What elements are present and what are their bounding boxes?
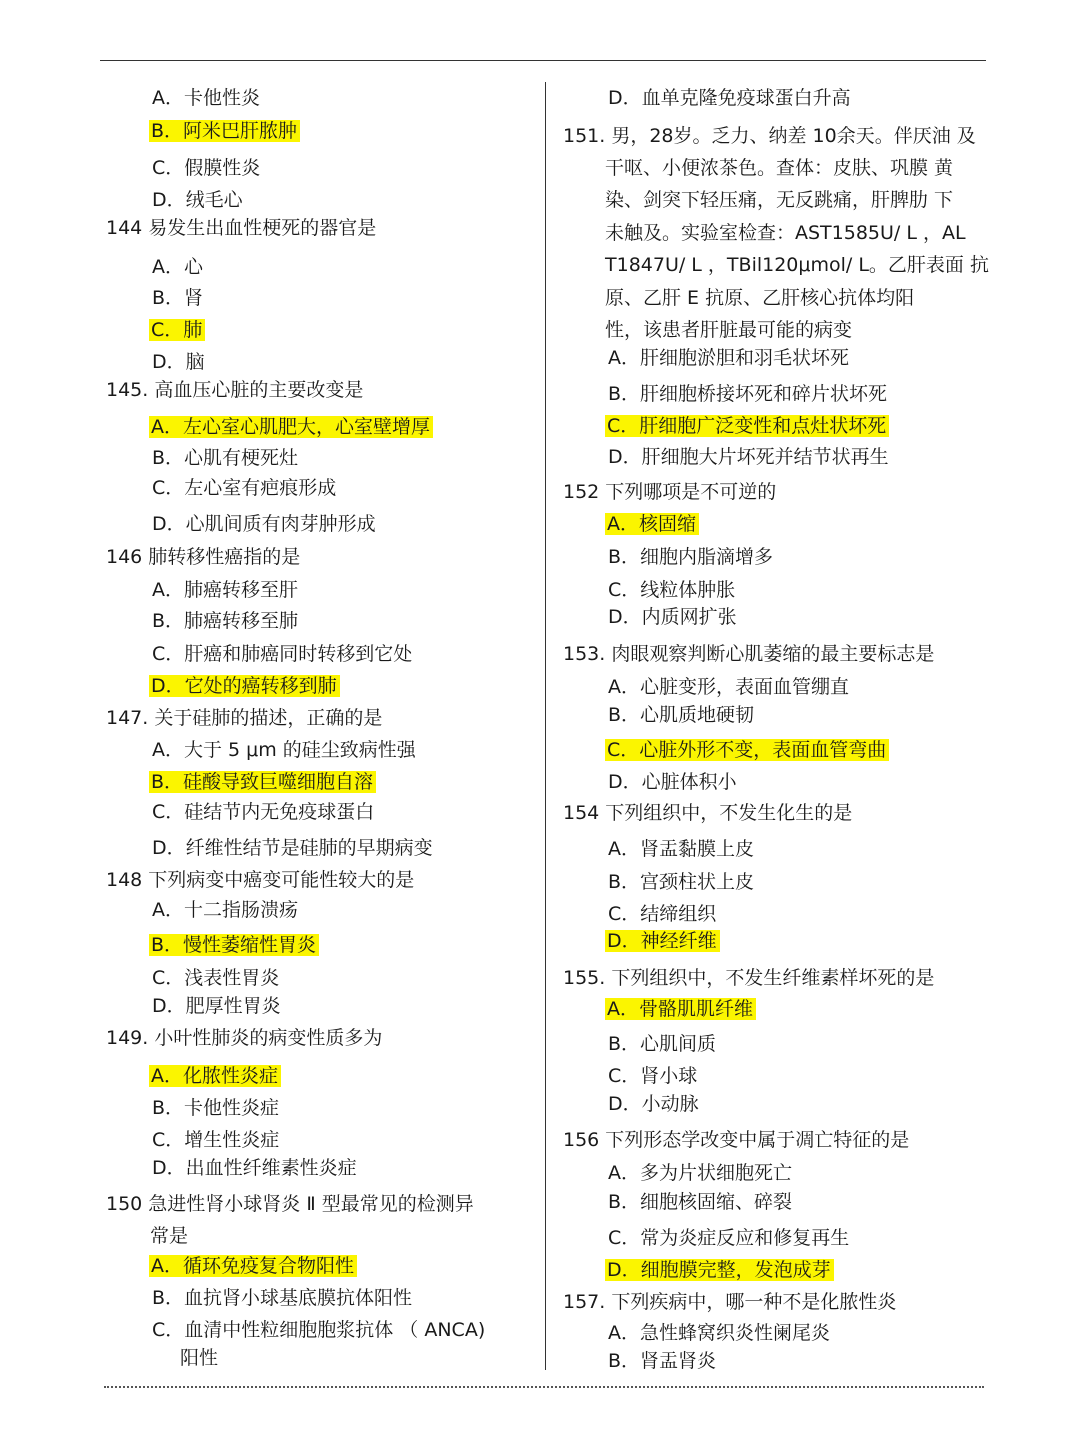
- option-d: D．心肌间质有肉芽肿形成: [152, 513, 376, 535]
- answer-highlight: C．心脏外形不变，表面血管弯曲: [605, 739, 889, 761]
- option-b: B．宫颈柱状上皮: [608, 871, 755, 893]
- top-rule: [100, 60, 986, 61]
- answer-option-c: [152, 316, 205, 344]
- option-a: A．急性蜂窝织炎性阑尾炎: [608, 1322, 830, 1344]
- question-stem-152: 152 下列哪项是不可逆的: [563, 481, 777, 503]
- question-stem-155: 155. 下列组织中，不发生纤维素样坏死的是: [563, 967, 935, 989]
- option-d: D．内质网扩张: [608, 606, 737, 628]
- answer-option-d: [608, 927, 720, 955]
- answer-highlight: A．骨骼肌肌纤维: [605, 998, 756, 1020]
- option-b: B．心肌质地硬韧: [608, 704, 755, 726]
- answer-option-c: [608, 412, 889, 440]
- answer-option-b: [152, 931, 319, 959]
- option-c: C．结缔组织: [608, 903, 717, 925]
- question-stem-151-cont: 染、剑突下轻压痛，无反跳痛，肝脾肋 下: [605, 189, 954, 211]
- option-b: B．血抗肾小球基底膜抗体阳性: [152, 1287, 413, 1309]
- answer-highlight: D．细胞膜完整，发泡成芽: [605, 1259, 834, 1281]
- option-c: C．肾小球: [608, 1065, 698, 1087]
- option-d: D．肝细胞大片坏死并结节状再生: [608, 446, 889, 468]
- option-b: B．卡他性炎症: [152, 1097, 280, 1119]
- answer-highlight: B．阿米巴肝脓肿: [149, 120, 300, 142]
- option-c: C．肝癌和肺癌同时转移到它处: [152, 643, 413, 665]
- option-b: B．细胞内脂滴增多: [608, 546, 774, 568]
- option-c: C．增生性炎症: [152, 1129, 280, 1151]
- question-stem-150: 150 急进性肾小球肾炎 Ⅱ 型最常见的检测异: [106, 1193, 474, 1215]
- option-a: A．卡他性炎: [152, 87, 260, 109]
- question-stem-147: 147. 关于硅肺的描述，正确的是: [106, 707, 383, 729]
- option-d: D．心脏体积小: [608, 771, 737, 793]
- option-a: A．心脏变形，表面血管绷直: [608, 676, 849, 698]
- question-stem-156: 156 下列形态学改变中属于凋亡特征的是: [563, 1129, 910, 1151]
- answer-highlight: D．神经纤维: [605, 930, 720, 952]
- question-stem-154: 154 下列组织中，不发生化生的是: [563, 802, 853, 824]
- option-c: C．浅表性胃炎: [152, 967, 280, 989]
- option-b: B．肝细胞桥接坏死和碎片状坏死: [608, 383, 888, 405]
- answer-highlight: A．左心室心肌肥大，心室壁增厚: [149, 416, 433, 438]
- option-b: B．心肌有梗死灶: [152, 447, 299, 469]
- option-a: A．肝细胞淤胆和羽毛状坏死: [608, 347, 849, 369]
- option-c: C．假膜性炎: [152, 157, 261, 179]
- answer-option-a: [152, 1062, 281, 1090]
- question-stem-151-cont: 干呕、小便浓茶色。查体：皮肤、巩膜 黄: [605, 157, 954, 179]
- option-c-cont: 阳性: [180, 1347, 219, 1369]
- option-d: D．血单克隆免疫球蛋白升高: [608, 87, 851, 109]
- answer-highlight: B．硅酸导致巨噬细胞自溶: [149, 771, 376, 793]
- option-d: D．出血性纤维素性炎症: [152, 1157, 357, 1179]
- answer-option-a: [608, 510, 699, 538]
- option-c: C．左心室有疤痕形成: [152, 477, 337, 499]
- answer-option-d: [608, 1256, 834, 1284]
- question-stem-151-cont: 原、乙肝 E 抗原、乙肝核心抗体均阳: [605, 287, 915, 309]
- answer-option-d: [152, 672, 340, 700]
- answer-highlight: A．化脓性炎症: [149, 1065, 281, 1087]
- bottom-dotted-rule: [104, 1386, 984, 1388]
- option-a: A．大于 5 μm 的硅尘致病性强: [152, 739, 416, 761]
- question-stem-151: 151. 男，28岁。乏力、纳差 10余天。伴厌油 及: [563, 125, 976, 147]
- question-stem-145: 145. 高血压心脏的主要改变是: [106, 379, 364, 401]
- column-divider: [545, 82, 546, 1370]
- option-b: B．肺癌转移至肺: [152, 610, 299, 632]
- answer-highlight: A．核固缩: [605, 513, 699, 535]
- option-d: D．绒毛心: [152, 189, 243, 211]
- question-stem-146: 146 肺转移性癌指的是: [106, 546, 301, 568]
- answer-option-a: [152, 413, 433, 441]
- option-a: A．心: [152, 256, 203, 278]
- question-stem-144: 144 易发生出血性梗死的器官是: [106, 217, 377, 239]
- question-stem-157: 157. 下列疾病中，哪一种不是化脓性炎: [563, 1291, 897, 1313]
- option-b: B．肾盂肾炎: [608, 1350, 717, 1372]
- option-c: C．硅结节内无免疫球蛋白: [152, 801, 375, 823]
- option-a: A．多为片状细胞死亡: [608, 1162, 792, 1184]
- answer-option-b: [152, 117, 300, 145]
- option-b: B．细胞核固缩、碎裂: [608, 1191, 793, 1213]
- answer-option-a: [608, 995, 756, 1023]
- option-d: D．纤维性结节是硅肺的早期病变: [152, 837, 433, 859]
- option-d: D．小动脉: [608, 1093, 699, 1115]
- answer-option-a: [152, 1252, 357, 1280]
- option-a: A．十二指肠溃疡: [152, 899, 298, 921]
- answer-highlight: C．肺: [149, 319, 205, 341]
- answer-option-c: [608, 736, 889, 764]
- answer-highlight: B．慢性萎缩性胃炎: [149, 934, 319, 956]
- question-stem-151-cont: 性，该患者肝脏最可能的病变: [605, 319, 853, 341]
- option-c: C．线粒体肿胀: [608, 579, 736, 601]
- option-a: A．肺癌转移至肝: [152, 579, 298, 601]
- question-stem-150-cont: 常是: [150, 1225, 189, 1247]
- option-d: D．脑: [152, 351, 205, 373]
- option-c: C．血清中性粒细胞胞浆抗体 （ ANCA): [152, 1319, 486, 1341]
- question-stem-149: 149. 小叶性肺炎的病变性质多为: [106, 1027, 383, 1049]
- answer-highlight: A．循环免疫复合物阳性: [149, 1255, 357, 1277]
- question-stem-148: 148 下列病变中癌变可能性较大的是: [106, 869, 415, 891]
- answer-highlight: D．它处的癌转移到肺: [149, 675, 340, 697]
- answer-option-b: [152, 768, 376, 796]
- option-b: B．肾: [152, 287, 204, 309]
- question-stem-153: 153. 肉眼观察判断心肌萎缩的最主要标志是: [563, 643, 935, 665]
- answer-highlight: C．肝细胞广泛变性和点灶状坏死: [605, 415, 889, 437]
- question-stem-151-cont: 未触及。实验室检查：AST1585U/ L ，AL: [605, 222, 966, 244]
- question-stem-151-cont: T1847U/ L ，TBil120μmol/ L。乙肝表面 抗: [605, 254, 989, 276]
- option-a: A．肾盂黏膜上皮: [608, 838, 754, 860]
- option-c: C．常为炎症反应和修复再生: [608, 1227, 850, 1249]
- option-b: B．心肌间质: [608, 1033, 717, 1055]
- option-d: D．肥厚性胃炎: [152, 995, 281, 1017]
